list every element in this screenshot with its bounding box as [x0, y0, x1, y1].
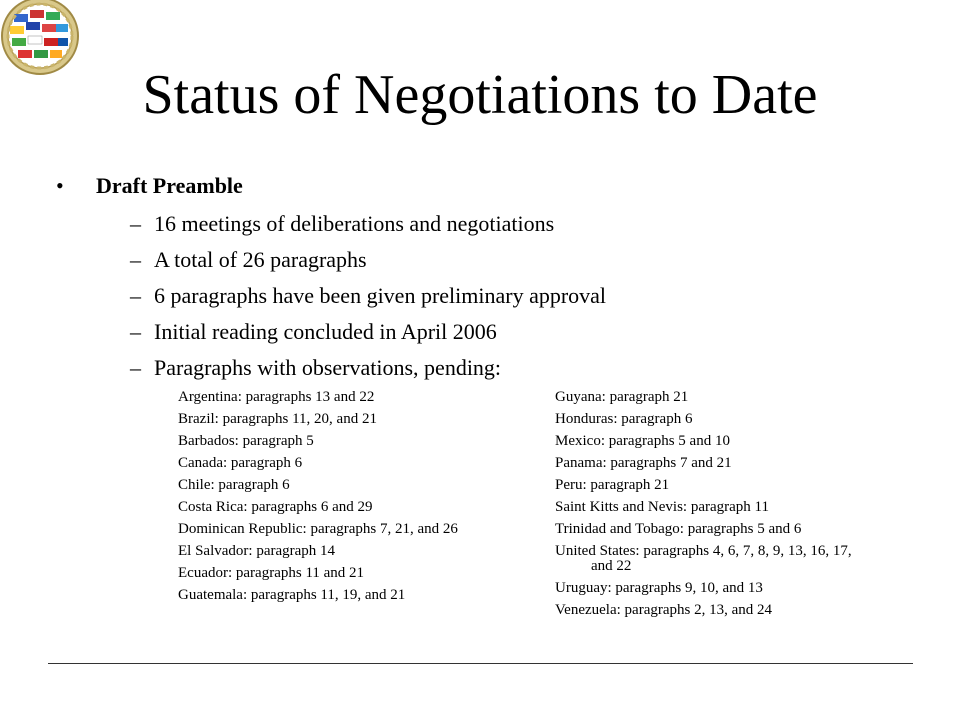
observation-item: Costa Rica: paragraphs 6 and 29 [178, 499, 373, 515]
dash-icon: – [130, 211, 141, 236]
observations-right-column [555, 390, 855, 625]
observation-item: Trinidad and Tobago: paragraphs 5 and 6 [555, 521, 802, 537]
observation-item: Canada: paragraph 6 [178, 455, 303, 471]
dash-icon: – [130, 247, 141, 272]
bullet-heading: Draft Preamble [96, 173, 243, 198]
dash-icon: – [130, 283, 141, 308]
sub-item: – Initial reading concluded in April 2006 [130, 314, 606, 350]
observation-item: Ecuador: paragraphs 11 and 21 [178, 565, 365, 581]
observation-item: Honduras: paragraph 6 [555, 411, 693, 427]
observations-left-column [178, 390, 468, 610]
observation-item: Venezuela: paragraphs 2, 13, and 24 [555, 602, 773, 618]
observation-item: Brazil: paragraphs 11, 20, and 21 [178, 411, 377, 427]
slide-title: Status of Negotiations to Date [142, 64, 818, 126]
observation-item: Mexico: paragraphs 5 and 10 [555, 433, 730, 449]
observation-item: Panama: paragraphs 7 and 21 [555, 455, 732, 471]
bullet-draft-preamble [56, 172, 243, 200]
sub-item: – A total of 26 paragraphs [130, 242, 606, 278]
observation-item: El Salvador: paragraph 14 [178, 543, 336, 559]
observation-item: Barbados: paragraph 5 [178, 433, 314, 449]
observation-item: United States: paragraphs 4, 6, 7, 8, 9, 13, 16, 17, and 22 [555, 543, 852, 574]
observation-item: Argentina: paragraphs 13 and 22 [178, 389, 375, 405]
sub-item-list [130, 206, 606, 386]
observation-item: Guatemala: paragraphs 11, 19, and 21 [178, 587, 406, 603]
observation-item: Peru: paragraph 21 [555, 477, 670, 493]
observation-item: Dominican Republic: paragraphs 7, 21, and 26 [178, 521, 458, 537]
observation-item: Chile: paragraph 6 [178, 477, 290, 493]
sub-item: – 16 meetings of deliberations and negotiations [130, 206, 606, 242]
dash-icon: – [130, 319, 141, 344]
sub-item: – Paragraphs with observations, pending: [130, 350, 606, 386]
bullet-dot-icon: • [56, 173, 64, 198]
footer-divider [48, 663, 913, 664]
observation-item: Uruguay: paragraphs 9, 10, and 13 [555, 580, 763, 596]
observation-item: Saint Kitts and Nevis: paragraph 11 [555, 499, 769, 515]
observation-item: Guyana: paragraph 21 [555, 389, 689, 405]
sub-item: – 6 paragraphs have been given preliminary approval [130, 278, 606, 314]
dash-icon: – [130, 355, 141, 380]
